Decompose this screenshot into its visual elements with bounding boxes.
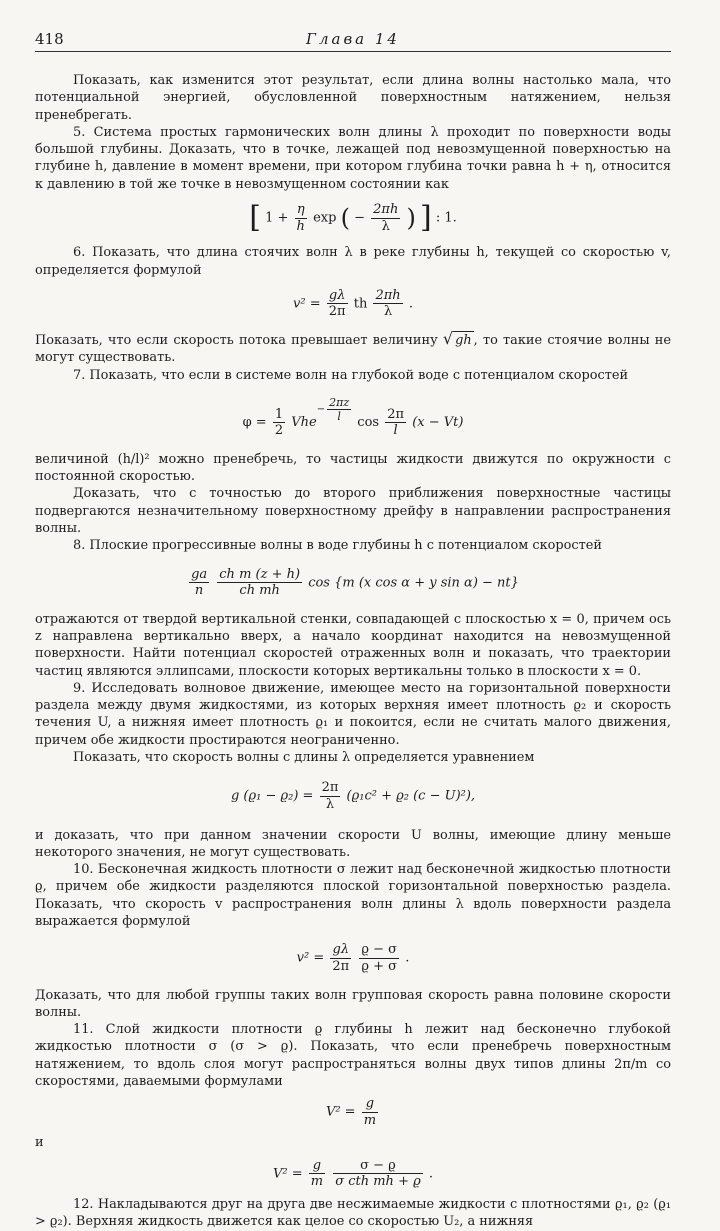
paragraph-intro: Показать, как изменится этот результат, если длина волны настолько мала, что потенциальной энергией, обусловленной поверхностным натяжением, нельзя пренебрегать. xyxy=(35,73,671,123)
chapter-title: Глава 14 xyxy=(306,30,400,48)
formula-6: v² = $\frac{g\lambda}{2\pi}$ th $\frac{2\pi h}{\lambda}$ . xyxy=(293,287,413,320)
page-header xyxy=(35,30,671,58)
formula-5: [ 1 + $\frac{\eta}{h}$ exp ( − $\frac{2\pi h}{\lambda}$ ) ] : 1. xyxy=(249,200,457,236)
problem-7-drift: Доказать, что с точностью до второго приближения поверхностные частицы подвергаются незначительному поверхностному дрейфу в направлении распространения волны. xyxy=(35,486,671,536)
formula-11a: V² = $\frac{g}{m}$ xyxy=(325,1096,377,1128)
header-rule xyxy=(35,51,671,52)
page xyxy=(35,30,671,1231)
formula-7: φ = $\frac{1}{2}$ Vhe$^{- \frac{2\pi z}{l}}$ cos $\frac{2\pi}{l}$ (x − Vt) xyxy=(242,395,464,439)
and-word: и xyxy=(35,1135,44,1151)
sqrt-gh: gh xyxy=(455,333,472,349)
formula-9: g (ϱ₁ − ϱ₂) = $\frac{2\pi}{\lambda}$ (ϱ₁c² + ϱ₂ (c − U)²), xyxy=(230,780,476,812)
formula-11b: V² = $\frac{g}{m}$ $\frac{\sigma - ϱ}{\text{σ cth mh + ϱ}}$ . xyxy=(272,1157,434,1190)
problem-6-condition: Показать, что если скорость потока превышает величину √ gh , то такие стоячие волны не могут существовать. xyxy=(35,329,671,366)
problem-12: 12. Накладываются друг на друга две несжимаемые жидкости с плотностями ϱ₁, ϱ₂ (ϱ₁ > ϱ₂). Верхняя жидкость движется как целое со скоростью U₂, а нижняя xyxy=(35,1196,671,1230)
problem-5: 5. Система простых гармонических волн длины λ проходит по поверхности воды большой глубины. Доказать, что в точке, лежащей под невозмущенной поверхностью на глубине h, давление в момент времени, при котором глубина точки равна h + η, относится к давлению в той же точке в невозмущенном состоянии как xyxy=(35,124,671,192)
formula-8: $\frac{ga}{n}$ $\frac{\text{ch m (z + h)}}{\text{ch mh}}$ cos {m (x cos α + y sin α) − nt} xyxy=(191,566,519,599)
problem-9: 9. Исследовать волновое движение, имеющее место на горизонтальной поверхности раздела между двумя жидкостями, из которых верхняя имеет плотность ϱ₂ и скорость течения U, а нижняя имеет плотность ϱ₁ и покоится, если не считать малого движения, причем обе жидкости простираются неограниченно. xyxy=(35,680,671,748)
problem-10-group: Доказать, что для любой группы таких волн групповая скорость равна половине скорости волны. xyxy=(35,987,671,1020)
problem-9-question: Показать, что скорость волны c длины λ определяется уравнением xyxy=(73,750,535,766)
page-number: 418 xyxy=(35,30,64,48)
problem-6: 6. Показать, что длина стоячих волн λ в реке глубины h, текущей со скоростью v, определяется формулой xyxy=(35,245,671,278)
problem-7: 7. Показать, что если в системе волн на глубокой воде с потенциалом скоростей xyxy=(73,367,629,383)
problem-10: 10. Бесконечная жидкость плотности σ лежит над бесконечной жидкостью плотности ϱ, причем обе жидкости разделяются плоской горизонтальной поверхностью раздела. Показать, что скорость v распространения волн длины λ вдоль поверхности раздела выражается формулой xyxy=(35,862,671,930)
problem-8-body: отражаются от твердой вертикальной стенки, совпадающей с плоскостью x = 0, причем ось z направлена вертикально вверх, а начало координат находится на невозмущенной поверхности. Найти потенциал скоростей отраженных волн и показать, что траектории частиц являются эллипсами, плоскости которых вертикальны только в плоскости x = 0. xyxy=(35,611,671,679)
problem-7-result: величиной (h/l)² можно пренебречь, то частицы жидкости движутся по окружности с постоянной скоростью. xyxy=(35,451,671,485)
formula-10: v² = $\frac{g\lambda}{2\pi}$ $\frac{ϱ - \sigma}{ϱ + \sigma}$ . xyxy=(296,942,410,974)
problem-8: 8. Плоские прогрессивные волны в воде глубины h с потенциалом скоростей xyxy=(73,538,602,554)
problem-11: 11. Слой жидкости плотности ϱ глубины h лежит над бесконечно глубокой жидкостью плотности σ (σ > ϱ). Показать, что если пренебречь поверхностным натяжением, то вдоль слоя могут распространяться волны двух типов длины 2π/m со скоростями, даваемыми формулами xyxy=(35,1022,671,1089)
problem-9-proof: и доказать, что при данном значении скорости U волны, имеющие длину меньше некоторого значения, не могут существовать. xyxy=(35,827,671,860)
